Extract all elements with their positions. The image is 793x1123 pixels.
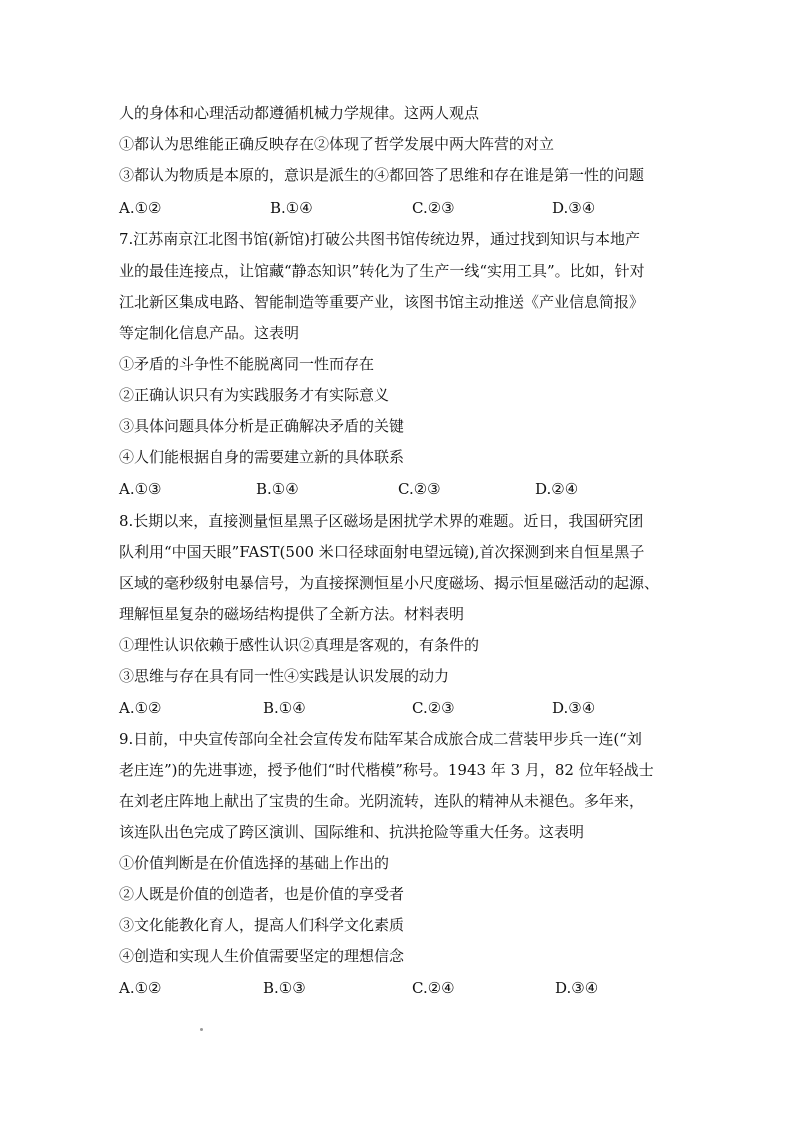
- q9-option-a: A.①②: [119, 979, 162, 997]
- q9-statement: ②人既是价值的创造者，也是价值的享受者: [119, 885, 405, 903]
- q6-statement-line: ①都认为思维能正确反映存在②体现了哲学发展中两大阵营的对立: [119, 135, 555, 153]
- q7-statement: ③具体问题具体分析是正确解决矛盾的关键: [119, 417, 405, 435]
- q9-statement: ①价值判断是在价值选择的基础上作出的: [119, 854, 390, 872]
- q7-statement: ①矛盾的斗争性不能脱离同一性而存在: [119, 355, 375, 373]
- q9-stem-line: 该连队出色完成了跨区演训、国际维和、抗洪抢险等重大任务。这表明: [119, 823, 585, 841]
- q7-option-d: D.②④: [535, 480, 579, 498]
- q6-option-a: A.①②: [119, 199, 162, 217]
- q7-option-c: C.②③: [398, 480, 441, 498]
- q7-statement: ④人们能根据自身的需要建立新的具体联系: [119, 448, 405, 466]
- q8-stem-line: 区域的毫秒级射电暴信号，为直接探测恒星小尺度磁场、揭示恒星磁活动的起源、: [119, 574, 660, 592]
- q9-statement: ④创造和实现人生价值需要坚定的理想信念: [119, 947, 405, 965]
- q7-stem-line: 等定制化信息产品。这表明: [119, 324, 300, 342]
- q6-option-b: B.①④: [270, 199, 313, 217]
- q9-stem-line: 老庄连”)的先进事迹，授予他们“时代楷模”称号。1943 年 3 月，82 位年轻战士: [119, 761, 654, 779]
- q7-stem-line: 江北新区集成电路、智能制造等重要产业，该图书馆主动推送《产业信息简报》: [119, 293, 645, 311]
- q8-stem-line: 队利用“中国天眼”FAST(500 米口径球面射电望远镜),首次探测到来自恒星黑子: [119, 543, 645, 561]
- q8-stem-line: 理解恒星复杂的磁场结构提供了全新方法。材料表明: [119, 605, 465, 623]
- q6-statement-line: ③都认为物质是本原的，意识是派生的④都回答了思维和存在谁是第一性的问题: [119, 166, 645, 184]
- q6-option-c: C.②③: [412, 199, 455, 217]
- q9-option-d: D.③④: [555, 979, 599, 997]
- q8-option-a: A.①②: [119, 699, 162, 717]
- q6-option-d: D.③④: [552, 199, 596, 217]
- q9-option-c: C.②④: [412, 979, 455, 997]
- q7-option-a: A.①③: [119, 480, 162, 498]
- q8-option-c: C.②③: [412, 699, 455, 717]
- q8-option-b: B.①④: [263, 699, 306, 717]
- q8-stem-line: 8.长期以来，直接测量恒星黑子区磁场是困扰学术界的难题。近日，我国研究团: [119, 512, 644, 530]
- q7-stem-line: 7.江苏南京江北图书馆(新馆)打破公共图书馆传统边界，通过找到知识与本地产: [119, 230, 641, 248]
- q9-statement: ③文化能教化育人，提高人们科学文化素质: [119, 916, 405, 934]
- q8-option-d: D.③④: [552, 699, 596, 717]
- q6-intro-line: 人的身体和心理活动都遵循机械力学规律。这两人观点: [119, 104, 480, 122]
- q7-option-b: B.①④: [256, 480, 299, 498]
- q7-stem-line: 业的最佳连接点，让馆藏“静态知识”转化为了生产一线“实用工具”。比如，针对: [119, 262, 645, 280]
- q7-statement: ②正确认识只有为实践服务才有实际意义: [119, 386, 390, 404]
- q9-stem-line: 9.日前，中央宣传部向全社会宣传发布陆军某合成旅合成二营装甲步兵一连(“刘: [119, 730, 642, 748]
- q8-statement: ①理性认识依赖于感性认识②真理是客观的，有条件的: [119, 636, 480, 654]
- scan-speck: [200, 1028, 203, 1031]
- q8-statement: ③思维与存在具有同一性④实践是认识发展的动力: [119, 667, 450, 685]
- q9-stem-line: 在刘老庄阵地上献出了宝贵的生命。光阴流转，连队的精神从未褪色。多年来，: [119, 792, 645, 810]
- q9-option-b: B.①③: [263, 979, 306, 997]
